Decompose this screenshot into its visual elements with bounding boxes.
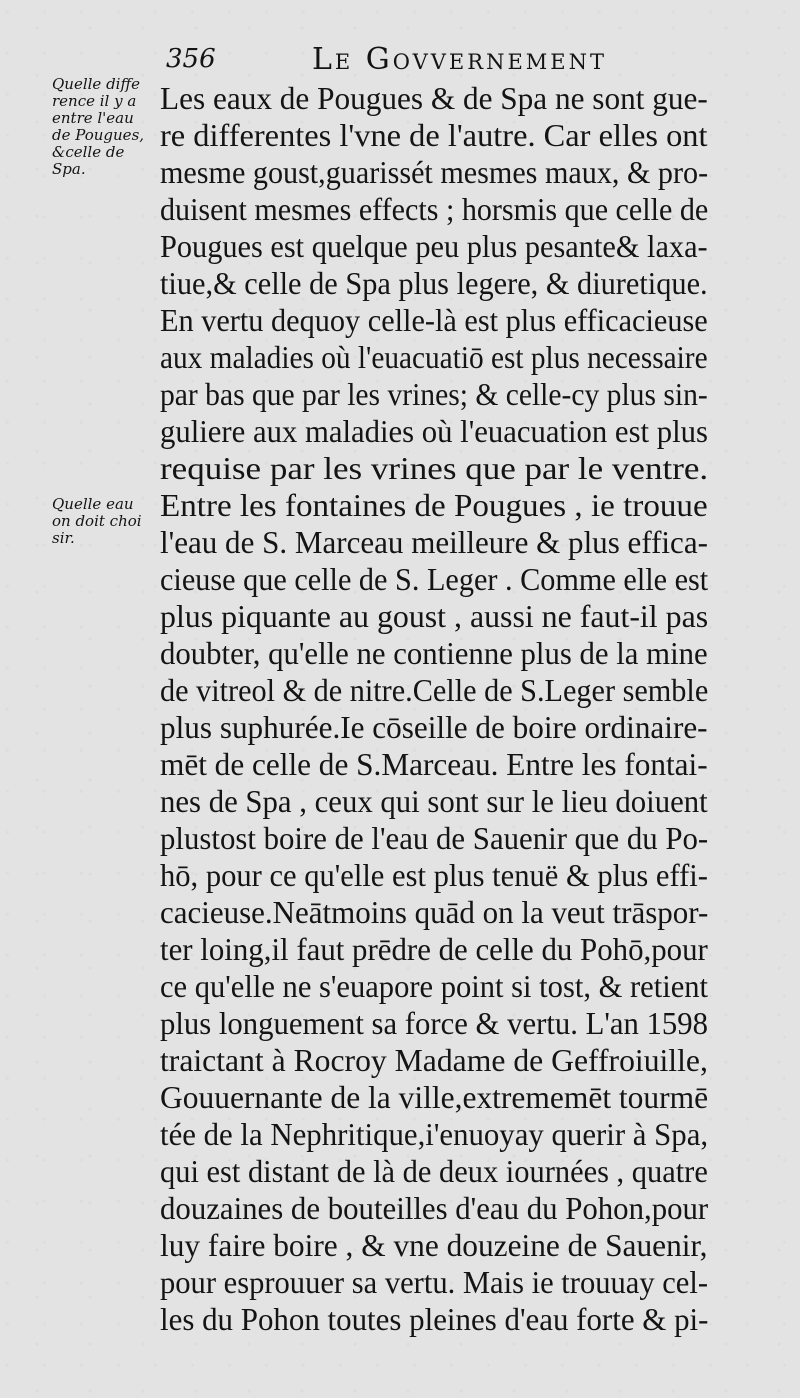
margin-note (52, 76, 162, 178)
text-line: doubter, qu'elle ne contienne plus de la mine (160, 635, 708, 671)
text-line: aux maladies où l'euacuatiō est plus necessaire (160, 339, 708, 375)
text-line: de vitreol & de nitre.Celle de S.Leger semble (160, 672, 709, 708)
text-line: plus longuement sa force & vertu. L'an 1598 (160, 1005, 708, 1041)
text-line: Pougues est quelque peu plus pesante& laxa- (160, 228, 708, 264)
margin-note (52, 496, 162, 547)
text-line: tiue,& celle de Spa plus legere, & diuretique. (160, 265, 708, 301)
text-line: re differentes l'vne de l'autre. Car elles ont (160, 117, 708, 153)
text-line: Les eaux de Pougues & de Spa ne sont gue- (160, 80, 708, 116)
text-line: nes de Spa , ceux qui sont sur le lieu doiuent (160, 783, 708, 819)
text-line: mesme goust,guarissét mesmes maux, & pro- (160, 154, 709, 190)
margin-note-line: entre l'eau (52, 109, 134, 127)
text-line: plus piquante au goust , aussi ne faut-il pas (160, 598, 709, 634)
text-line: tée de la Nephritique,i'enuoyay querir à Spa, (160, 1116, 709, 1152)
margin-note-line: Quelle diffe (52, 75, 140, 93)
text-line: par bas que par les vrines; & celle-cy plus sin- (160, 376, 708, 412)
text-line: requise par les vrines que par le ventre. (160, 450, 709, 486)
text-line: En vertu dequoy celle-là est plus efficacieuse (160, 302, 708, 338)
page-number: 356 (166, 44, 216, 74)
running-title: Le Govvernement (312, 42, 607, 77)
text-line: luy faire boire , & vne douzeine de Sauenir, (160, 1227, 708, 1263)
text-line: cacieuse.Neātmoins quād on la veut trāspor- (160, 894, 709, 930)
text-line: l'eau de S. Marceau meilleure & plus effica- (160, 524, 708, 560)
text-line: Entre les fontaines de Pougues , ie trouue (160, 487, 708, 523)
margin-note-line: rence il y a (52, 92, 137, 110)
text-line: Gouuernante de la ville,extrememēt tourmē (160, 1079, 709, 1115)
text-line: plus suphurée.Ie cōseille de boire ordinaire- (160, 709, 708, 745)
margin-note-line: on doit choi (52, 512, 142, 530)
text-line: qui est distant de là de deux iournées , quatre (160, 1153, 708, 1189)
text-line: ter loing,il faut prēdre de celle du Pohō,pour (160, 931, 708, 967)
margin-note-line: sir. (52, 529, 75, 547)
margin-note-line: Spa. (52, 160, 86, 178)
text-line: hō, pour ce qu'elle est plus tenuë & plus effi- (160, 857, 708, 893)
text-line: pour esprouuer sa vertu. Mais ie trouuay cel- (160, 1264, 709, 1300)
margin-note-line: Quelle eau (52, 495, 134, 513)
text-line: mēt de celle de S.Marceau. Entre les fontai- (160, 746, 708, 782)
text-line: guliere aux maladies où l'euacuation est plus (160, 413, 708, 449)
text-line: douzaines de bouteilles d'eau du Pohon,pour (160, 1190, 709, 1226)
text-line: cieuse que celle de S. Leger . Comme elle est (160, 561, 709, 597)
text-line: duisent mesmes effects ; horsmis que celle de (160, 191, 709, 227)
text-line: les du Pohon toutes pleines d'eau forte & pi- (160, 1301, 709, 1337)
text-line: plustost boire de l'eau de Sauenir que du Po- (160, 820, 709, 856)
text-line: traictant à Rocroy Madame de Geffroiuille, (160, 1042, 708, 1078)
margin-note-line: &celle de (52, 143, 125, 161)
margin-note-line: de Pougues, (52, 126, 145, 144)
text-line: ce qu'elle ne s'euapore point si tost, & retient (160, 968, 709, 1004)
